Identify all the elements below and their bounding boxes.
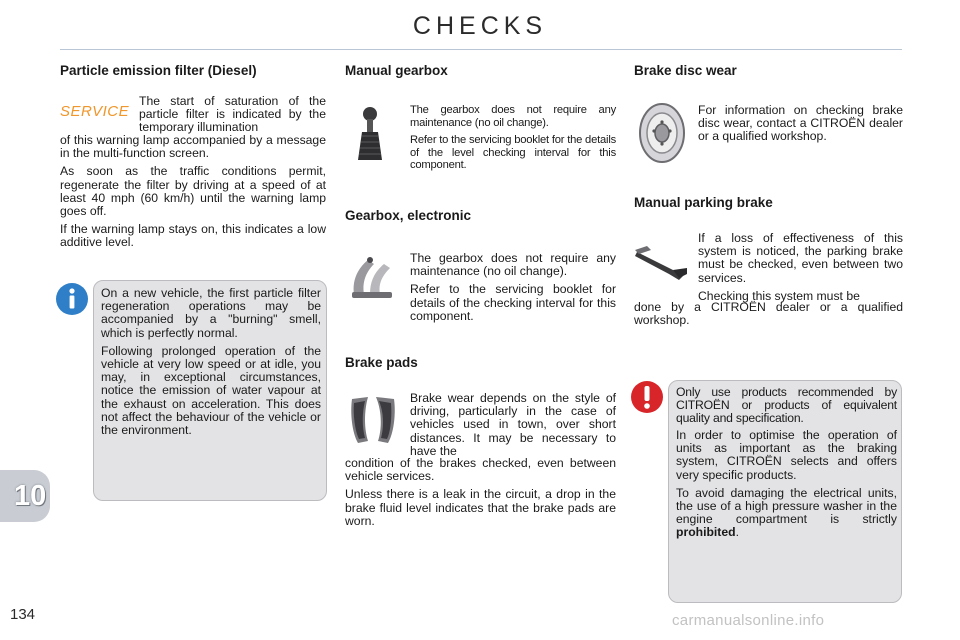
electronic-gear-selector-icon — [348, 250, 396, 300]
chapter-number: 10 — [14, 480, 47, 512]
brake-disc-icon — [636, 102, 688, 164]
manual-gearbox-body — [410, 104, 616, 177]
brake-pads-intro — [410, 392, 616, 458]
warning-icon — [630, 380, 664, 414]
parking-brake-body — [634, 301, 903, 332]
particle-filter-p1a: The start of saturation of the particle filter is indicated by the temporary illumination — [139, 94, 326, 135]
warning-box-p2: In order to optimise the operation of units as important as the braking system, CITROËN selects and offers very specific products. — [676, 428, 897, 482]
particle-filter-p3: If the warning lamp stays on, this indicates a low additive level. — [60, 222, 326, 250]
warning-box-p1: Only use products recommended by CITROËN or products of equivalent quality and specification. — [676, 385, 897, 426]
info-box-p1: On a new vehicle, the first particle filter regeneration operations may be accompanied by a "burning" smell, which is perfectly normal. — [101, 286, 321, 340]
parking-brake-p2b: done by a CITROËN dealer or a qualified workshop. — [634, 300, 903, 328]
warning-box-prohibited: prohibited — [676, 525, 736, 540]
parking-brake-p2a: Checking this system must be — [698, 288, 860, 303]
brake-disc-p1: For information on checking brake disc wear, contact a CITROËN dealer or a qualified workshop. — [698, 103, 903, 144]
particle-filter-heading: Particle emission filter (Diesel) — [60, 63, 257, 78]
warning-box — [668, 380, 902, 603]
particle-filter-body — [60, 134, 326, 255]
particle-filter-intro — [139, 95, 326, 135]
info-box — [93, 280, 327, 501]
title-divider — [60, 49, 902, 50]
page-title: CHECKS — [412, 12, 548, 40]
brake-pads-p1b: condition of the brakes checked, even between vehicle services. — [345, 456, 616, 484]
page-number: 134 — [10, 606, 36, 623]
gearbox-electronic-heading: Gearbox, electronic — [345, 208, 472, 223]
info-box-p2: Following prolonged operation of the vehicle at very low speed or at idle, you may, in exceptional circumstances, notice the emission of water vapour at the exhaust on acceleration. This does not affect the behaviour of the vehicle or the environment. — [101, 343, 321, 438]
parking-brake-lever-icon — [633, 240, 689, 280]
particle-filter-p1b: of this warning lamp accompanied by a message in the multi-function screen. — [60, 133, 326, 161]
brake-pads-p2: Unless there is a leak in the circuit, a drop in the brake fluid level indicates that the brake pads are worn. — [345, 487, 616, 528]
brake-pads-heading: Brake pads — [345, 355, 418, 370]
parking-brake-heading: Manual parking brake — [634, 195, 773, 210]
gearbox-electronic-p1: The gearbox does not require any maintenance (no oil change). — [410, 251, 616, 279]
manual-gearbox-heading: Manual gearbox — [345, 63, 448, 78]
brake-disc-heading: Brake disc wear — [634, 63, 737, 78]
parking-brake-p1: If a loss of effectiveness of this system is noticed, the parking brake must be checked, even between two services. — [698, 231, 903, 285]
service-warning-lamp-icon: SERVICE — [60, 103, 130, 120]
warning-box-p3-text: To avoid damaging the electrical units, the use of a high pressure washer in the engine compartment is strictly — [676, 485, 897, 527]
gear-lever-icon — [350, 106, 390, 162]
manual-gearbox-p2: Refer to the servicing booklet for the details of the level checking interval for this component. — [410, 134, 616, 172]
brake-pads-p1a: Brake wear depends on the style of driving, particularly in the case of vehicles used in town, over short distances. It may be necessary to have the — [410, 391, 616, 458]
warning-box-p3 — [676, 487, 897, 540]
particle-filter-p2: As soon as the traffic conditions permit, regenerate the filter by driving at a speed of at least 40 mph (60 km/h) until the warning lamp goes off. — [60, 164, 326, 219]
gearbox-electronic-body — [410, 252, 616, 328]
brake-pads-body — [345, 457, 616, 533]
brake-disc-body — [698, 104, 903, 149]
warning-box-p3-end: . — [735, 525, 739, 540]
brake-pads-icon — [348, 393, 398, 447]
manual-gearbox-p1: The gearbox does not require any maintenance (no oil change). — [410, 104, 616, 129]
gearbox-electronic-p2: Refer to the servicing booklet for details of the checking interval for this component. — [410, 282, 616, 323]
parking-brake-intro — [698, 232, 903, 303]
chapter-tab — [0, 470, 50, 522]
watermark: carmanualsonline.info — [672, 612, 825, 629]
info-icon — [55, 282, 89, 316]
